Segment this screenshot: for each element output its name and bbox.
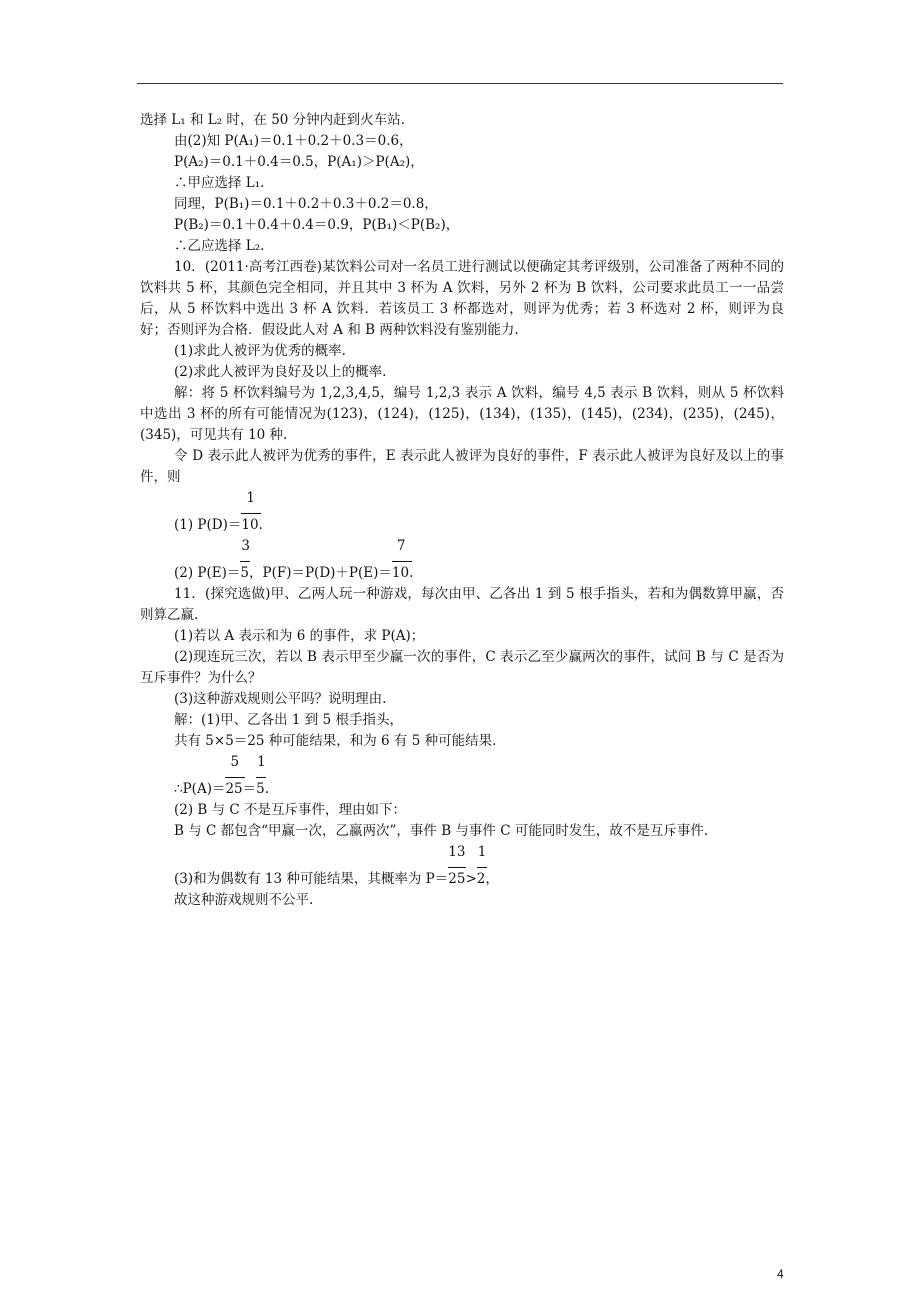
text-line: ∴甲应选择 L₁. <box>174 175 265 191</box>
question-10-part-2: (2)求此人被评为良好及以上的概率. <box>174 364 387 380</box>
fraction-bar <box>225 777 245 778</box>
solution-11-line: 解：(1)甲、乙各出 1 到 5 根手指头， <box>174 712 403 728</box>
formula-line-3: ∴P(A)＝ $\frac{5}{25}=$ $\frac{1}{5}$. <box>174 754 270 797</box>
fraction-denominator: 5 <box>240 565 249 581</box>
text-line: P(B₂)＝0.1＋0.4＋0.4＝0.9，P(B₁)＜P(B₂)， <box>174 217 460 233</box>
solution-10-paragraph: 令 D 表示此人被评为优秀的事件，E 表示此人被评为良好的事件，F 表示此人被评为良好及以上的事件，则 <box>140 448 784 485</box>
fraction-numerator: 1 <box>257 754 266 770</box>
formula-line-2: (2) P(E)＝ $\frac{3}{5}$，P(F)＝P(D)＋P(E)＝ $\frac{7}{10}$. <box>174 538 414 581</box>
fraction-denominator: 25 <box>225 781 243 797</box>
text-line: ∴乙应选择 L₂. <box>174 238 265 254</box>
formula-line-1: (1) P(D)＝ $\frac{1}{10}$. <box>174 490 263 533</box>
formula-line-4: (3)和为偶数有 13 种可能结果，其概率为 P＝ $\frac{13}{25}>$ $\frac{1}{2}$， <box>174 844 499 887</box>
text-line: 由(2)知 P(A₁)＝0.1＋0.2＋0.3＝0.6， <box>174 133 413 149</box>
text-line: 选择 L₁ 和 L₂ 时，在 50 分钟内赶到火车站. <box>140 112 405 128</box>
solution-10-paragraph: 解：将 5 杯饮料编号为 1,2,3,4,5，编号 1,2,3 表示 A 饮料，编号 4,5 表示 B 饮料，则从 5 杯饮料中选出 3 杯的所有可能情况为(123)，(124)，(125)，(134)，(135)，(145)，(234)，(235)，(245)，(345)，可见共有 10 种. <box>140 385 784 443</box>
fraction-numerator: 7 <box>396 538 406 554</box>
header-rule <box>137 83 783 84</box>
question-11: 11．(探究选做)甲、乙两人玩一种游戏，每次由甲、乙各出 1 到 5 根手指头，若和为偶数算甲赢，否则算乙赢. <box>140 586 784 623</box>
question-11-part-2: (2)现连玩三次，若以 B 表示甲至少赢一次的事件，C 表示乙至少赢两次的事件，试问 B 与 C 是否为互斥事件？为什么？ <box>140 649 784 686</box>
page-number: 4 <box>777 1267 784 1281</box>
fraction-denominator: 25 <box>448 871 466 887</box>
question-11-part-3: (3)这种游戏规则公平吗？说明理由. <box>174 691 387 707</box>
fraction-bar <box>477 867 487 868</box>
fraction-numerator: 13 <box>448 844 466 860</box>
fraction-bar <box>256 777 266 778</box>
question-10: 10．(2011·高考江西卷)某饮料公司对一名员工进行测试以便确定其考评级别，公司准备了两种不同的饮料共 5 杯，其颜色完全相同，并且其中 3 杯为 A 饮料，另外 2 杯为 B 饮料，公司要求此员工一一品尝后，从 5 杯饮料中选出 3 杯 A 饮料．若该员工 3 杯都选对，则评为优秀；若 3 杯选对 2 杯，则评为良好；否则评为合格．假设此人对 A 和 B 两种饮料没有鉴别能力. <box>140 259 784 338</box>
text-line: 同理，P(B₁)＝0.1＋0.2＋0.3＋0.2＝0.8， <box>174 196 438 212</box>
fraction-bar <box>241 513 261 514</box>
question-10-part-1: (1)求此人被评为优秀的概率. <box>174 343 346 359</box>
solution-11-line: 故这种游戏规则不公平. <box>174 892 314 908</box>
fraction-denominator: 10 <box>391 565 410 581</box>
solution-11-line: (2) B 与 C 不是互斥事件，理由如下： <box>174 802 407 818</box>
fraction-numerator: 1 <box>477 844 487 860</box>
fraction-numerator: 1 <box>246 490 255 506</box>
fraction-bar <box>448 867 466 868</box>
fraction-bar <box>240 561 250 562</box>
solution-11-line: 共有 5×5＝25 种可能结果，和为 6 有 5 种可能结果. <box>174 733 497 749</box>
solution-11-paragraph: B 与 C 都包含“甲赢一次，乙赢两次”，事件 B 与事件 C 可能同时发生，故不是互斥事件. <box>174 823 709 839</box>
fraction-denominator: 2 <box>476 871 486 887</box>
fraction-numerator: 3 <box>241 538 250 554</box>
fraction-bar <box>392 561 412 562</box>
text-line: P(A₂)＝0.1＋0.4＝0.5，P(A₁)＞P(A₂)， <box>174 154 424 170</box>
fraction-numerator: 5 <box>230 754 240 770</box>
question-11-part-1: (1)若以 A 表示和为 6 的事件，求 P(A)； <box>174 628 425 644</box>
page-content <box>140 110 784 911</box>
fraction-denominator: 5 <box>256 781 265 797</box>
fraction-denominator: 10 <box>241 517 259 533</box>
